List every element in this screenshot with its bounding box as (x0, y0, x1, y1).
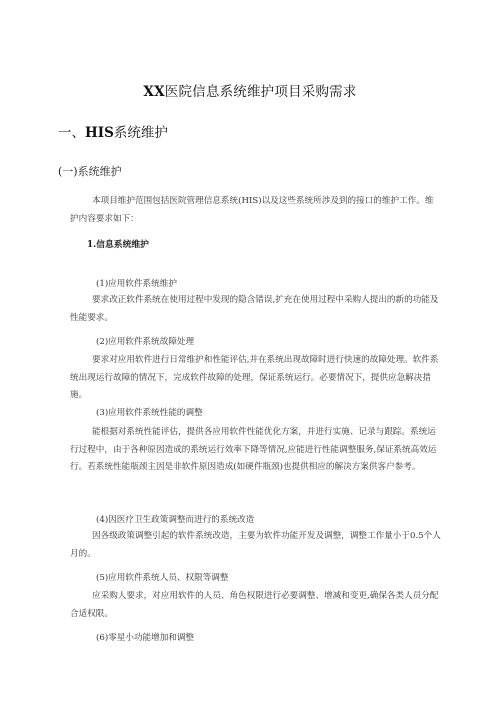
item-heading-info-system: 1.信息系统维护 (87, 240, 149, 250)
title-text: 医院信息系统维护项目采购需求 (164, 84, 357, 100)
subitem-body-5: 应采购人要求，对应用软件的人员、角色权限进行必要调整、增减和变更,确保各类人员分配合适权限。 (70, 591, 439, 619)
document-title (0, 80, 500, 100)
title-prefix: XX (143, 84, 165, 100)
subitem-body-2: 要求对应用软件进行日常维护和性能评估,并在系统出现故障时进行快速的故障处理。软件系统出现运行故障的情况下，完成软件故障的处理，保证系统运行。必要情况下，提供应急解决措施。 (70, 355, 439, 401)
subitem-paragraph-1 (70, 292, 442, 327)
subitem-title-4: (4)因医疗卫生政策调整而进行的系统改造 (96, 515, 255, 525)
subitem-body-4: 因各级政策调整引起的软件系统改造，主要为软件功能开发及调整，调整工作量小于0.5个人月的。 (70, 531, 441, 559)
subitem-title-1: (1)应用软件系统维护 (96, 279, 177, 289)
subitem-title-6: (6)零星小功能增加和调整 (96, 633, 195, 643)
subitem-body-3: 能根据对系统性能评估，提供各应用软件性能优化方案，并进行实施、记录与跟踪。系统运行过程中，由于各种原因造成的系统运行效率下降等情况,应能进行性能调整服务,保证系统高效运行。若系统性能瓶颈主因是非软件原因造成(如硬件瓶颈)也提供相应的解决方案供客户参考。 (70, 427, 437, 473)
subitem-paragraph-2 (70, 352, 442, 405)
section-number: 一、 (58, 125, 85, 141)
subitem-title-5: (5)应用软件系统人员、权限等调整 (96, 573, 229, 583)
subitem-title-3: (3)应用软件系统性能的调整 (96, 408, 203, 418)
section-heading-text: 系统维护 (113, 125, 168, 141)
intro-paragraph (70, 193, 442, 228)
subitem-paragraph-5 (70, 588, 442, 623)
intro-text: 本项目维护范围包括医院管理信息系统(HIS)以及这些系统所涉及到的接口的维护工作。维护内容要求如下： (70, 196, 434, 224)
subsection-heading: (一)系统维护 (58, 165, 122, 178)
subitem-paragraph-4 (70, 528, 442, 563)
section-heading-his (58, 121, 168, 141)
subitem-paragraph-3 (70, 424, 442, 477)
subitem-body-1: 要求改正软件系统在使用过程中发现的隐含错误,扩充在使用过程中采购人提出的新的功能及性能要求。 (70, 295, 439, 323)
section-his-label: HIS (85, 125, 114, 141)
subitem-title-2: (2)应用软件系统故障处理 (96, 337, 195, 347)
